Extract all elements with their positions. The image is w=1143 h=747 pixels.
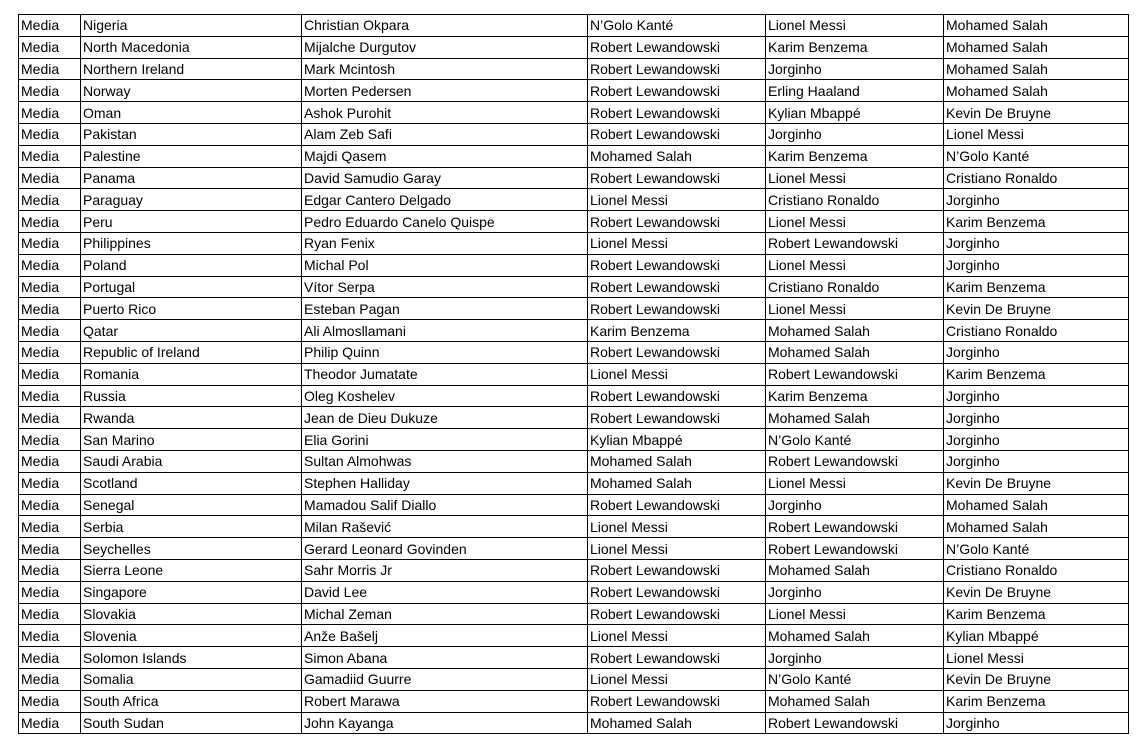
country-cell: Puerto Rico: [81, 298, 302, 320]
table-row: [19, 429, 1129, 451]
voter-name-cell: Mark Mcintosh: [302, 58, 588, 80]
category-cell: Media: [19, 276, 81, 298]
table-row: [19, 15, 1129, 37]
country-cell: Republic of Ireland: [81, 341, 302, 363]
table-row: [19, 298, 1129, 320]
third-choice-cell: Jorginho: [944, 407, 1129, 429]
first-choice-cell: Robert Lewandowski: [588, 167, 766, 189]
first-choice-cell: Mohamed Salah: [588, 450, 766, 472]
category-cell: Media: [19, 559, 81, 581]
table-row: [19, 211, 1129, 233]
third-choice-cell: Mohamed Salah: [944, 516, 1129, 538]
voter-name-cell: Stephen Halliday: [302, 472, 588, 494]
third-choice-cell: Lionel Messi: [944, 647, 1129, 669]
voter-name-cell: John Kayanga: [302, 712, 588, 734]
country-cell: Romania: [81, 363, 302, 385]
third-choice-cell: Mohamed Salah: [944, 36, 1129, 58]
votes-table-body: [19, 15, 1129, 734]
first-choice-cell: Robert Lewandowski: [588, 102, 766, 124]
voter-name-cell: Mamadou Salif Diallo: [302, 494, 588, 516]
category-cell: Media: [19, 80, 81, 102]
first-choice-cell: Lionel Messi: [588, 516, 766, 538]
table-row: [19, 102, 1129, 124]
first-choice-cell: Lionel Messi: [588, 625, 766, 647]
table-row: [19, 538, 1129, 560]
country-cell: Palestine: [81, 145, 302, 167]
second-choice-cell: Lionel Messi: [766, 15, 944, 37]
voter-name-cell: Ali Almosllamani: [302, 320, 588, 342]
first-choice-cell: Kylian Mbappé: [588, 429, 766, 451]
first-choice-cell: Lionel Messi: [588, 538, 766, 560]
voter-name-cell: Sahr Morris Jr: [302, 559, 588, 581]
country-cell: Oman: [81, 102, 302, 124]
first-choice-cell: Robert Lewandowski: [588, 298, 766, 320]
second-choice-cell: Lionel Messi: [766, 298, 944, 320]
third-choice-cell: Kevin De Bruyne: [944, 668, 1129, 690]
second-choice-cell: Robert Lewandowski: [766, 712, 944, 734]
second-choice-cell: Robert Lewandowski: [766, 516, 944, 538]
category-cell: Media: [19, 407, 81, 429]
second-choice-cell: N’Golo Kanté: [766, 429, 944, 451]
country-cell: Slovakia: [81, 603, 302, 625]
third-choice-cell: Kevin De Bruyne: [944, 472, 1129, 494]
country-cell: Peru: [81, 211, 302, 233]
second-choice-cell: Jorginho: [766, 581, 944, 603]
category-cell: Media: [19, 690, 81, 712]
third-choice-cell: Kevin De Bruyne: [944, 298, 1129, 320]
table-row: [19, 385, 1129, 407]
first-choice-cell: Mohamed Salah: [588, 472, 766, 494]
voter-name-cell: Sultan Almohwas: [302, 450, 588, 472]
first-choice-cell: Robert Lewandowski: [588, 80, 766, 102]
first-choice-cell: Lionel Messi: [588, 189, 766, 211]
second-choice-cell: Lionel Messi: [766, 254, 944, 276]
first-choice-cell: Mohamed Salah: [588, 712, 766, 734]
category-cell: Media: [19, 494, 81, 516]
voter-name-cell: Esteban Pagan: [302, 298, 588, 320]
third-choice-cell: Mohamed Salah: [944, 80, 1129, 102]
first-choice-cell: Robert Lewandowski: [588, 385, 766, 407]
third-choice-cell: Jorginho: [944, 254, 1129, 276]
table-row: [19, 712, 1129, 734]
third-choice-cell: Karim Benzema: [944, 363, 1129, 385]
category-cell: Media: [19, 320, 81, 342]
table-row: [19, 559, 1129, 581]
voter-name-cell: Edgar Cantero Delgado: [302, 189, 588, 211]
second-choice-cell: Mohamed Salah: [766, 407, 944, 429]
category-cell: Media: [19, 668, 81, 690]
voter-name-cell: Milan Rašević: [302, 516, 588, 538]
first-choice-cell: Karim Benzema: [588, 320, 766, 342]
first-choice-cell: Robert Lewandowski: [588, 254, 766, 276]
voter-name-cell: Ryan Fenix: [302, 232, 588, 254]
category-cell: Media: [19, 189, 81, 211]
document-page: [18, 14, 1129, 734]
voter-name-cell: Vítor Serpa: [302, 276, 588, 298]
voter-name-cell: Michal Zeman: [302, 603, 588, 625]
second-choice-cell: Mohamed Salah: [766, 690, 944, 712]
table-row: [19, 472, 1129, 494]
third-choice-cell: N’Golo Kanté: [944, 538, 1129, 560]
country-cell: Paraguay: [81, 189, 302, 211]
voter-name-cell: Mijalche Durgutov: [302, 36, 588, 58]
table-row: [19, 407, 1129, 429]
table-row: [19, 625, 1129, 647]
category-cell: Media: [19, 232, 81, 254]
third-choice-cell: Jorginho: [944, 385, 1129, 407]
second-choice-cell: Jorginho: [766, 647, 944, 669]
first-choice-cell: Lionel Messi: [588, 363, 766, 385]
voter-name-cell: Anže Bašelj: [302, 625, 588, 647]
third-choice-cell: Jorginho: [944, 232, 1129, 254]
category-cell: Media: [19, 385, 81, 407]
table-row: [19, 494, 1129, 516]
country-cell: Singapore: [81, 581, 302, 603]
votes-table: [18, 14, 1129, 734]
table-row: [19, 145, 1129, 167]
first-choice-cell: Robert Lewandowski: [588, 647, 766, 669]
country-cell: Philippines: [81, 232, 302, 254]
category-cell: Media: [19, 450, 81, 472]
table-row: [19, 647, 1129, 669]
table-row: [19, 189, 1129, 211]
second-choice-cell: Kylian Mbappé: [766, 102, 944, 124]
category-cell: Media: [19, 58, 81, 80]
voter-name-cell: Ashok Purohit: [302, 102, 588, 124]
second-choice-cell: Mohamed Salah: [766, 625, 944, 647]
third-choice-cell: Cristiano Ronaldo: [944, 559, 1129, 581]
first-choice-cell: Lionel Messi: [588, 232, 766, 254]
country-cell: Serbia: [81, 516, 302, 538]
category-cell: Media: [19, 712, 81, 734]
second-choice-cell: Lionel Messi: [766, 603, 944, 625]
country-cell: San Marino: [81, 429, 302, 451]
country-cell: Northern Ireland: [81, 58, 302, 80]
category-cell: Media: [19, 538, 81, 560]
country-cell: Sierra Leone: [81, 559, 302, 581]
third-choice-cell: Jorginho: [944, 341, 1129, 363]
table-row: [19, 80, 1129, 102]
voter-name-cell: Theodor Jumatate: [302, 363, 588, 385]
country-cell: Pakistan: [81, 123, 302, 145]
country-cell: Russia: [81, 385, 302, 407]
category-cell: Media: [19, 363, 81, 385]
first-choice-cell: Robert Lewandowski: [588, 341, 766, 363]
second-choice-cell: Mohamed Salah: [766, 341, 944, 363]
voter-name-cell: David Lee: [302, 581, 588, 603]
category-cell: Media: [19, 298, 81, 320]
second-choice-cell: Karim Benzema: [766, 145, 944, 167]
country-cell: Rwanda: [81, 407, 302, 429]
third-choice-cell: Jorginho: [944, 450, 1129, 472]
voter-name-cell: Oleg Koshelev: [302, 385, 588, 407]
second-choice-cell: N’Golo Kanté: [766, 668, 944, 690]
category-cell: Media: [19, 102, 81, 124]
first-choice-cell: Robert Lewandowski: [588, 123, 766, 145]
second-choice-cell: Lionel Messi: [766, 472, 944, 494]
category-cell: Media: [19, 429, 81, 451]
third-choice-cell: Karim Benzema: [944, 276, 1129, 298]
second-choice-cell: Jorginho: [766, 58, 944, 80]
country-cell: South Africa: [81, 690, 302, 712]
second-choice-cell: Cristiano Ronaldo: [766, 276, 944, 298]
voter-name-cell: Morten Pedersen: [302, 80, 588, 102]
table-row: [19, 276, 1129, 298]
third-choice-cell: Jorginho: [944, 429, 1129, 451]
voter-name-cell: Elia Gorini: [302, 429, 588, 451]
table-row: [19, 581, 1129, 603]
country-cell: Solomon Islands: [81, 647, 302, 669]
second-choice-cell: Jorginho: [766, 123, 944, 145]
country-cell: Nigeria: [81, 15, 302, 37]
voter-name-cell: Robert Marawa: [302, 690, 588, 712]
category-cell: Media: [19, 145, 81, 167]
category-cell: Media: [19, 167, 81, 189]
country-cell: Portugal: [81, 276, 302, 298]
third-choice-cell: Kevin De Bruyne: [944, 581, 1129, 603]
voter-name-cell: Christian Okpara: [302, 15, 588, 37]
voter-name-cell: Jean de Dieu Dukuze: [302, 407, 588, 429]
category-cell: Media: [19, 15, 81, 37]
voter-name-cell: Gamadiid Guurre: [302, 668, 588, 690]
table-row: [19, 603, 1129, 625]
table-row: [19, 254, 1129, 276]
voter-name-cell: Pedro Eduardo Canelo Quispe: [302, 211, 588, 233]
second-choice-cell: Robert Lewandowski: [766, 450, 944, 472]
country-cell: Norway: [81, 80, 302, 102]
third-choice-cell: Jorginho: [944, 712, 1129, 734]
table-row: [19, 36, 1129, 58]
table-row: [19, 123, 1129, 145]
country-cell: North Macedonia: [81, 36, 302, 58]
third-choice-cell: Karim Benzema: [944, 211, 1129, 233]
second-choice-cell: Robert Lewandowski: [766, 363, 944, 385]
third-choice-cell: Kylian Mbappé: [944, 625, 1129, 647]
category-cell: Media: [19, 36, 81, 58]
table-row: [19, 320, 1129, 342]
first-choice-cell: Robert Lewandowski: [588, 407, 766, 429]
category-cell: Media: [19, 211, 81, 233]
country-cell: Somalia: [81, 668, 302, 690]
country-cell: Panama: [81, 167, 302, 189]
table-row: [19, 516, 1129, 538]
category-cell: Media: [19, 625, 81, 647]
second-choice-cell: Mohamed Salah: [766, 320, 944, 342]
category-cell: Media: [19, 123, 81, 145]
first-choice-cell: Lionel Messi: [588, 668, 766, 690]
first-choice-cell: Robert Lewandowski: [588, 211, 766, 233]
third-choice-cell: Cristiano Ronaldo: [944, 320, 1129, 342]
third-choice-cell: Karim Benzema: [944, 690, 1129, 712]
table-row: [19, 363, 1129, 385]
table-row: [19, 690, 1129, 712]
second-choice-cell: Karim Benzema: [766, 385, 944, 407]
voter-name-cell: Philip Quinn: [302, 341, 588, 363]
country-cell: Poland: [81, 254, 302, 276]
table-row: [19, 232, 1129, 254]
first-choice-cell: Mohamed Salah: [588, 145, 766, 167]
third-choice-cell: Lionel Messi: [944, 123, 1129, 145]
third-choice-cell: Mohamed Salah: [944, 494, 1129, 516]
third-choice-cell: Jorginho: [944, 189, 1129, 211]
first-choice-cell: Robert Lewandowski: [588, 36, 766, 58]
category-cell: Media: [19, 254, 81, 276]
country-cell: Qatar: [81, 320, 302, 342]
first-choice-cell: Robert Lewandowski: [588, 581, 766, 603]
table-row: [19, 58, 1129, 80]
first-choice-cell: Robert Lewandowski: [588, 603, 766, 625]
country-cell: South Sudan: [81, 712, 302, 734]
second-choice-cell: Robert Lewandowski: [766, 232, 944, 254]
voter-name-cell: Gerard Leonard Govinden: [302, 538, 588, 560]
category-cell: Media: [19, 472, 81, 494]
voter-name-cell: David Samudio Garay: [302, 167, 588, 189]
first-choice-cell: Robert Lewandowski: [588, 494, 766, 516]
first-choice-cell: Robert Lewandowski: [588, 58, 766, 80]
third-choice-cell: Kevin De Bruyne: [944, 102, 1129, 124]
first-choice-cell: N’Golo Kanté: [588, 15, 766, 37]
first-choice-cell: Robert Lewandowski: [588, 690, 766, 712]
table-row: [19, 341, 1129, 363]
category-cell: Media: [19, 647, 81, 669]
second-choice-cell: Erling Haaland: [766, 80, 944, 102]
category-cell: Media: [19, 341, 81, 363]
country-cell: Saudi Arabia: [81, 450, 302, 472]
second-choice-cell: Lionel Messi: [766, 211, 944, 233]
voter-name-cell: Majdi Qasem: [302, 145, 588, 167]
second-choice-cell: Karim Benzema: [766, 36, 944, 58]
country-cell: Senegal: [81, 494, 302, 516]
second-choice-cell: Robert Lewandowski: [766, 538, 944, 560]
second-choice-cell: Mohamed Salah: [766, 559, 944, 581]
second-choice-cell: Jorginho: [766, 494, 944, 516]
second-choice-cell: Lionel Messi: [766, 167, 944, 189]
voter-name-cell: Michal Pol: [302, 254, 588, 276]
category-cell: Media: [19, 603, 81, 625]
first-choice-cell: Robert Lewandowski: [588, 276, 766, 298]
country-cell: Seychelles: [81, 538, 302, 560]
third-choice-cell: N’Golo Kanté: [944, 145, 1129, 167]
table-row: [19, 167, 1129, 189]
country-cell: Scotland: [81, 472, 302, 494]
category-cell: Media: [19, 516, 81, 538]
third-choice-cell: Mohamed Salah: [944, 58, 1129, 80]
category-cell: Media: [19, 581, 81, 603]
table-row: [19, 450, 1129, 472]
third-choice-cell: Karim Benzema: [944, 603, 1129, 625]
first-choice-cell: Robert Lewandowski: [588, 559, 766, 581]
country-cell: Slovenia: [81, 625, 302, 647]
third-choice-cell: Mohamed Salah: [944, 15, 1129, 37]
second-choice-cell: Cristiano Ronaldo: [766, 189, 944, 211]
voter-name-cell: Simon Abana: [302, 647, 588, 669]
table-row: [19, 668, 1129, 690]
voter-name-cell: Alam Zeb Safi: [302, 123, 588, 145]
third-choice-cell: Cristiano Ronaldo: [944, 167, 1129, 189]
